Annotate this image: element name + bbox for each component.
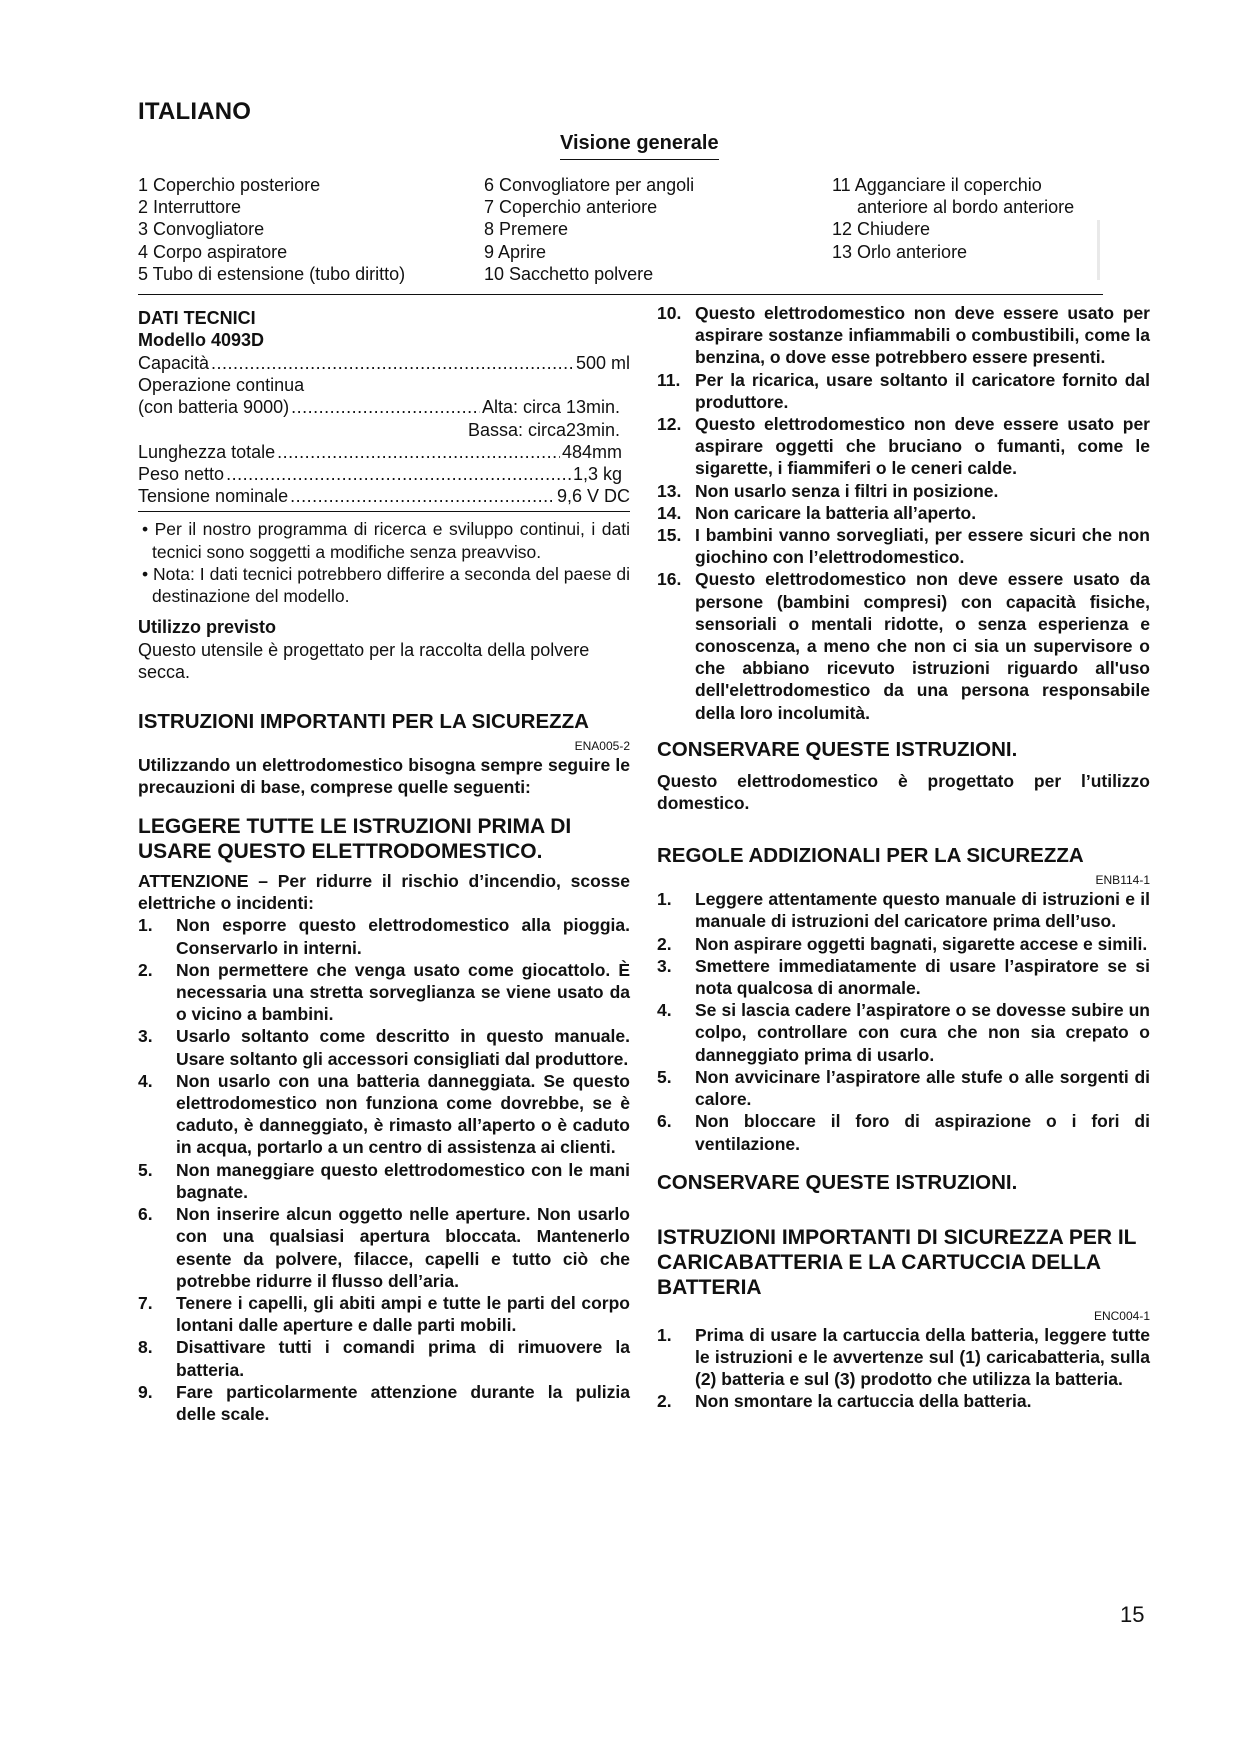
specs-model: Modello 4093D [138,330,265,350]
overview-column-3 [832,174,1074,263]
spec-length [138,441,630,463]
list-item: 4. Non usarlo con una batteria danneggiata. Se questo elettrodomestico non funziona come dovrebbe, se è caduto, è danneggiato, è rimasto all’aperto o è caduto in acqua, portarlo a un centro di assistenza ai clienti. [138,1070,630,1158]
overview-item: 4 Corpo aspiratore [138,241,288,262]
safety-code: ENA005-2 [574,738,630,753]
list-item: 2. Non smontare la cartuccia della batteria. [657,1391,1032,1412]
specs-heading: DATI TECNICI [138,308,256,328]
list-item: 3. Smettere immediatamente di usare l’aspiratore se si nota qualcosa di anormale. [657,955,1150,999]
list-item: 1. Prima di usare la cartuccia della batteria, leggere tutte le istruzioni e le avvertenze sul (1) caricabatteria, sulla (2) batteria e sul (3) prodotto che utilizza la batteria. [657,1324,1150,1390]
spec-value: 484mm [561,441,622,462]
spec-weight [138,463,630,485]
spec-capacity [138,352,630,374]
list-item: 7. Tenere i capelli, gli abiti ampi e tutte le parti del corpo lontani dalle aperture e dalle parti mobili. [138,1292,630,1336]
list-item: 15. I bambini vanno sorvegliati, per essere sicuri che non giochino con l’elettrodomestico. [657,525,1150,568]
spec-label: (con batteria 9000) [138,397,290,418]
additional-rules-code: ENB114-1 [1095,873,1150,888]
dot-leader [291,396,480,418]
list-item: 5. Non maneggiare questo elettrodomestico con le mani bagnate. [138,1159,630,1202]
spec-label: Peso netto [138,464,225,485]
safety-list-continued [657,302,1150,724]
list-item: 8. Disattivare tutti i comandi prima di rimuovere la batteria. [138,1337,630,1380]
list-item: 13. Non usarlo senza i filtri in posizione. [657,480,999,501]
overview-item: 13 Orlo anteriore [832,241,968,262]
safety-list [138,914,630,1425]
language-heading: ITALIANO [138,98,252,125]
dot-leader [290,485,555,507]
list-item: 16. Questo elettrodomestico non deve essere usato da persone (bambini compresi) con capacità fisiche, sensoriali o mentali ridotte, o senza esperienza e conoscenza, a meno che non ci sia un supervisore o che abbiano ricevuto istruzioni riguardo all'uso dell'elettrodomestico da una persona responsabile della loro incolumità. [657,569,1150,723]
overview-title: Visione generale [560,132,719,160]
list-item: 12. Questo elettrodomestico non deve essere usato per aspirare oggetti che bruciano o fumanti, come le sigarette, i fiammiferi o le ceneri calde. [657,414,1150,479]
spec-battery [138,396,630,418]
list-item: 14. Non caricare la batteria all’aperto. [657,502,977,523]
safety-intro: Utilizzando un elettrodomestico bisogna sempre seguire le precauzioni di base, comprese quelle seguenti: [138,754,630,797]
left-column [138,304,630,1425]
spec-low-value: Bassa: circa23min. [467,419,620,440]
overview-item: 5 Tubo di estensione (tubo diritto) [138,263,406,284]
overview-item: 9 Aprire [484,241,547,262]
overview-item-continuation: anteriore al bordo anteriore [857,197,1075,218]
additional-rules-list [657,888,1150,1154]
specs-divider [138,511,630,512]
spec-value: Alta: circa 13min. [481,397,620,418]
overview-item: 2 Interruttore [138,197,242,218]
intended-use-text: Questo utensile è progettato per la raccolta della polvere secca. [138,640,590,683]
safety-warning: ATTENZIONE – Per ridurre il rischio d’incendio, scosse elettriche o incidenti: [138,871,630,914]
safety-heading: ISTRUZIONI IMPORTANTI PER LA SICUREZZA [138,709,589,733]
page-number: 15 [1120,1602,1145,1627]
list-item: 1. Leggere attentamente questo manuale di istruzioni e il manuale di istruzioni del caricatore prima dell’uso. [657,889,1150,932]
list-item: 1. Non esporre questo elettrodomestico alla pioggia. Conservarlo in interni. [138,915,630,958]
spec-label: Capacità [138,353,210,373]
overview-item: 1 Coperchio posteriore [138,175,321,195]
section-divider [138,294,1103,295]
overview-item: 8 Premere [484,219,569,240]
dot-leader [277,441,560,463]
specs-note: • Per il nostro programma di ricerca e sviluppo continui, i dati tecnici sono soggetti a modifiche senza preavviso. [142,519,630,562]
spec-label: Lunghezza totale [138,441,276,462]
additional-rules-heading: REGOLE ADDIZIONALI PER LA SICUREZZA [657,844,1084,868]
spec-value: 1,3 kg [572,464,622,485]
list-item: 6. Non inserire alcun oggetto nelle aperture. Non usarlo con una qualsiasi apertura bloccata. Mantenerlo esente da polvere, filacce, capelli e tutto ciò che potrebbe ridurre il flusso dell’aria. [138,1204,630,1291]
right-column [657,302,1150,1413]
list-item: 2. Non aspirare oggetti bagnati, sigarette accese e simili. [657,933,1148,954]
charger-code: ENC004-1 [1093,1308,1150,1323]
intended-use-heading: Utilizzo previsto [138,617,277,638]
save-instructions-heading-2: CONSERVARE QUESTE ISTRUZIONI. [657,1170,1018,1194]
scan-artifact [1097,220,1100,280]
list-item: 9. Fare particolarmente attenzione durante la pulizia delle scale. [138,1381,630,1424]
charger-list [657,1324,1150,1413]
dot-leader [211,352,574,374]
overview-item: 6 Convogliatore per angoli [484,175,695,195]
save-instructions-heading: CONSERVARE QUESTE ISTRUZIONI. [657,737,1018,761]
spec-continuous-label: Operazione continua [138,375,305,396]
overview-item: 12 Chiudere [832,219,931,240]
specs-note: • Nota: I dati tecnici potrebbero differire a seconda del paese di destinazione del modello. [142,563,630,607]
list-item: 11. Per la ricarica, usare soltanto il caricatore fornito dal produttore. [657,369,1150,412]
list-item: 2. Non permettere che venga usato come giocattolo. È necessaria una stretta sorveglianza se viene usato da o vicino a bambini. [138,959,630,1025]
list-item: 5. Non avvicinare l’aspiratore alle stufe o alle sorgenti di calore. [657,1066,1150,1110]
read-all-heading: LEGGERE TUTTE LE ISTRUZIONI PRIMA DI USARE QUESTO ELETTRODOMESTICO. [138,815,572,864]
overview-column-2 [484,174,694,285]
dot-leader [226,463,571,485]
list-item: 3. Usarlo soltanto come descritto in questo manuale. Usare soltanto gli accessori consigliati dal produttore. [138,1026,630,1069]
list-item: 10. Questo elettrodomestico non deve essere usato per aspirare sostanze infiammabili o combustibili, come la benzina, o dove esse potrebbero essere presenti. [657,303,1150,368]
overview-item: 3 Convogliatore [138,219,265,240]
overview-item: 11 Agganciare il coperchio [832,175,1042,195]
list-item: 4. Se si lascia cadere l’aspiratore o se dovesse subire un colpo, controllare con cura che non sia crepato o danneggiato prima di usarlo. [657,1000,1150,1065]
overview-column-1 [138,174,405,285]
domestic-use-note: Questo elettrodomestico è progettato per l’utilizzo domestico. [657,770,1150,814]
spec-voltage [138,485,630,507]
spec-label: Tensione nominale [138,486,289,507]
overview-item: 7 Coperchio anteriore [484,197,658,218]
charger-heading: ISTRUZIONI IMPORTANTI DI SICUREZZA PER IL CARICABATTERIA E LA CARTUCCIA DELLA BATTERIA [657,1225,1137,1299]
spec-value: 9,6 V DC [556,486,630,507]
list-item: 6. Non bloccare il foro di aspirazione o i fori di ventilazione. [657,1111,1150,1154]
overview-item: 10 Sacchetto polvere [484,263,654,284]
spec-value: 500 ml [575,353,630,373]
